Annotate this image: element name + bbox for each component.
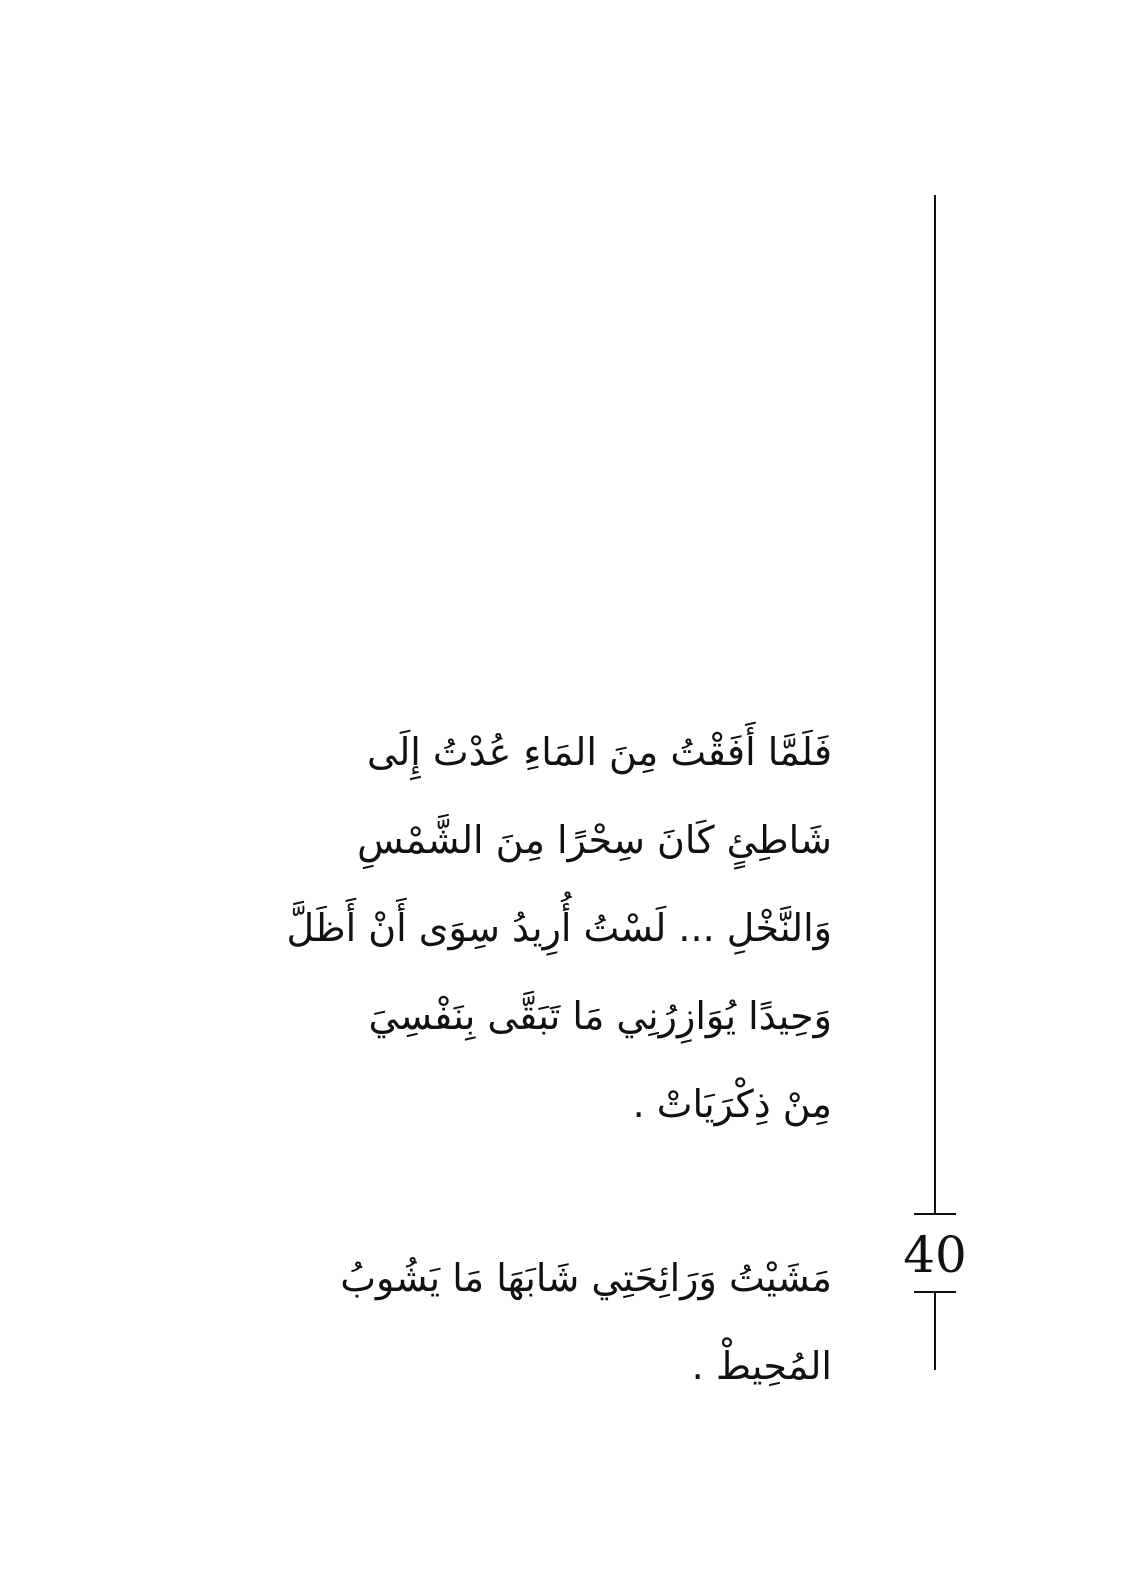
text-line: وَالنَّخْلِ ... لَسْتُ أُرِيدُ سِوَى أَنْ أَظَلَّ: [286, 906, 832, 950]
text-line: وَحِيدًا يُوَازِرُنِي مَا تَبَقَّى بِنَفْسِيَ: [368, 994, 832, 1038]
page-number-tick-top: [914, 1213, 956, 1215]
page-number: 40: [903, 1226, 967, 1284]
text-line: مِنْ ذِكْرَيَاتْ .: [632, 1082, 832, 1126]
text-line: مَشَيْتُ وَرَائِحَتِي شَابَهَا مَا يَشُوبُ: [340, 1256, 832, 1300]
margin-rule-bottom: [934, 1292, 936, 1370]
text-line: فَلَمَّا أَفَقْتُ مِنَ المَاءِ عُدْتُ إِلَى: [367, 730, 832, 774]
margin-rule-top: [934, 195, 936, 1213]
paragraph-2: [200, 1234, 832, 1410]
text-line: المُحِيطْ .: [691, 1344, 832, 1388]
paragraph-1: [200, 708, 832, 1148]
text-line: شَاطِئٍ كَانَ سِحْرًا مِنَ الشَّمْسِ: [357, 818, 832, 862]
